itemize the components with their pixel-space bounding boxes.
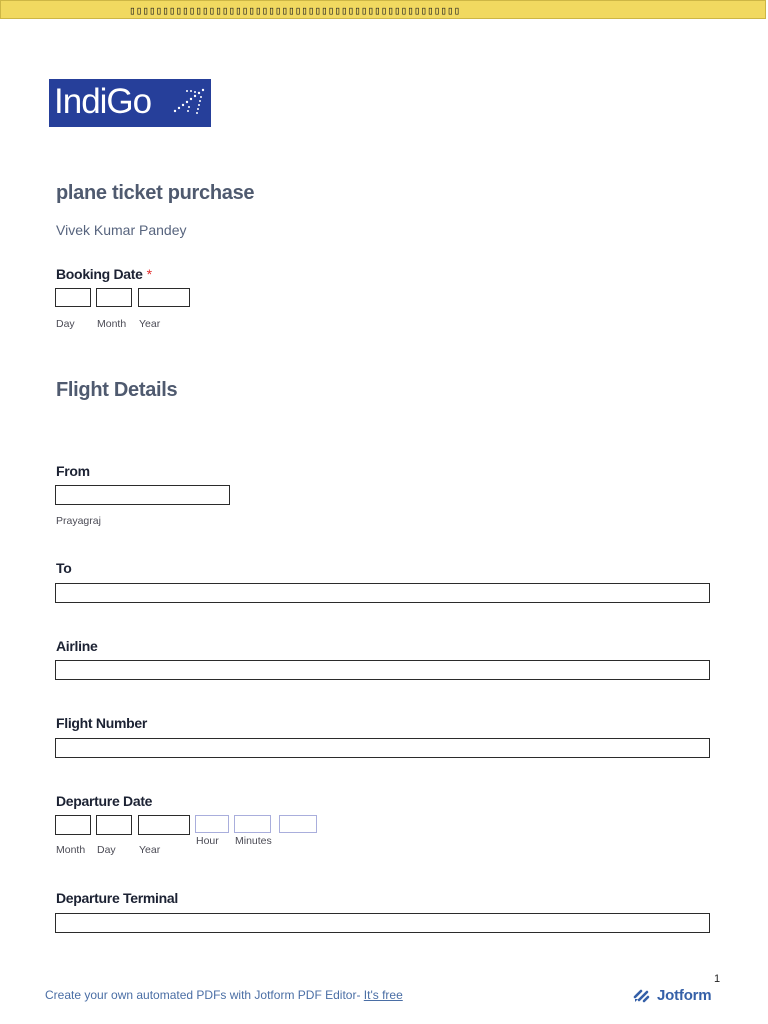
flight-number-field[interactable] [55, 738, 710, 758]
from-hint: Prayagraj [56, 515, 101, 527]
plane-dots-icon [173, 87, 207, 119]
departure-hour-sublabel: Hour [196, 835, 219, 847]
booking-day-field[interactable] [55, 288, 91, 307]
departure-minutes-field[interactable] [234, 815, 271, 833]
form-subtitle: Vivek Kumar Pandey [56, 222, 187, 238]
flight-number-label: Flight Number [56, 715, 147, 731]
departure-year-sublabel: Year [139, 844, 161, 856]
logo-text: IndiGo [54, 82, 152, 121]
departure-month-sublabel: Month [56, 844, 86, 856]
its-free-link[interactable]: It's free [363, 988, 403, 1002]
page-number: 1 [714, 973, 721, 985]
jotform-wordmark: Jotform [657, 986, 712, 1004]
booking-date-label [56, 266, 152, 282]
indigo-logo [49, 79, 211, 127]
airline-field[interactable] [55, 660, 710, 680]
to-label: To [56, 560, 72, 576]
departure-terminal-label: Departure Terminal [56, 890, 178, 906]
departure-minutes-sublabel: Minutes [235, 835, 272, 847]
departure-terminal-field[interactable] [55, 913, 710, 933]
from-label: From [56, 463, 90, 479]
booking-year-field[interactable] [138, 288, 190, 307]
form-title: plane ticket purchase [56, 182, 255, 204]
jotform-icon [633, 987, 651, 1003]
airline-label: Airline [56, 638, 98, 654]
footer-note [45, 988, 403, 1002]
departure-day-sublabel: Day [97, 844, 116, 856]
jotform-logo[interactable] [633, 986, 711, 1004]
departure-ampm-field[interactable] [279, 815, 317, 833]
booking-month-field[interactable] [96, 288, 132, 307]
notice-banner: ▯▯▯▯▯▯▯▯▯▯▯▯▯▯▯▯▯▯▯▯▯▯▯▯▯▯▯▯▯▯▯▯▯▯▯▯▯▯▯▯▯▯▯▯▯▯▯▯▯▯ [0, 0, 766, 19]
booking-day-sublabel: Day [56, 318, 75, 330]
footer-text: Create your own automated PDFs with Jotform PDF Editor- [45, 988, 364, 1002]
from-field[interactable] [55, 485, 230, 505]
departure-hour-field[interactable] [195, 815, 229, 833]
booking-date-label-text: Booking Date [56, 266, 143, 282]
to-field[interactable] [55, 583, 710, 603]
booking-year-sublabel: Year [139, 318, 161, 330]
departure-date-label: Departure Date [56, 793, 153, 809]
departure-day-field[interactable] [96, 815, 132, 835]
departure-month-field[interactable] [55, 815, 91, 835]
required-mark: * [146, 266, 152, 282]
flight-details-heading: Flight Details [56, 379, 178, 401]
departure-year-field[interactable] [138, 815, 190, 835]
booking-month-sublabel: Month [97, 318, 127, 330]
